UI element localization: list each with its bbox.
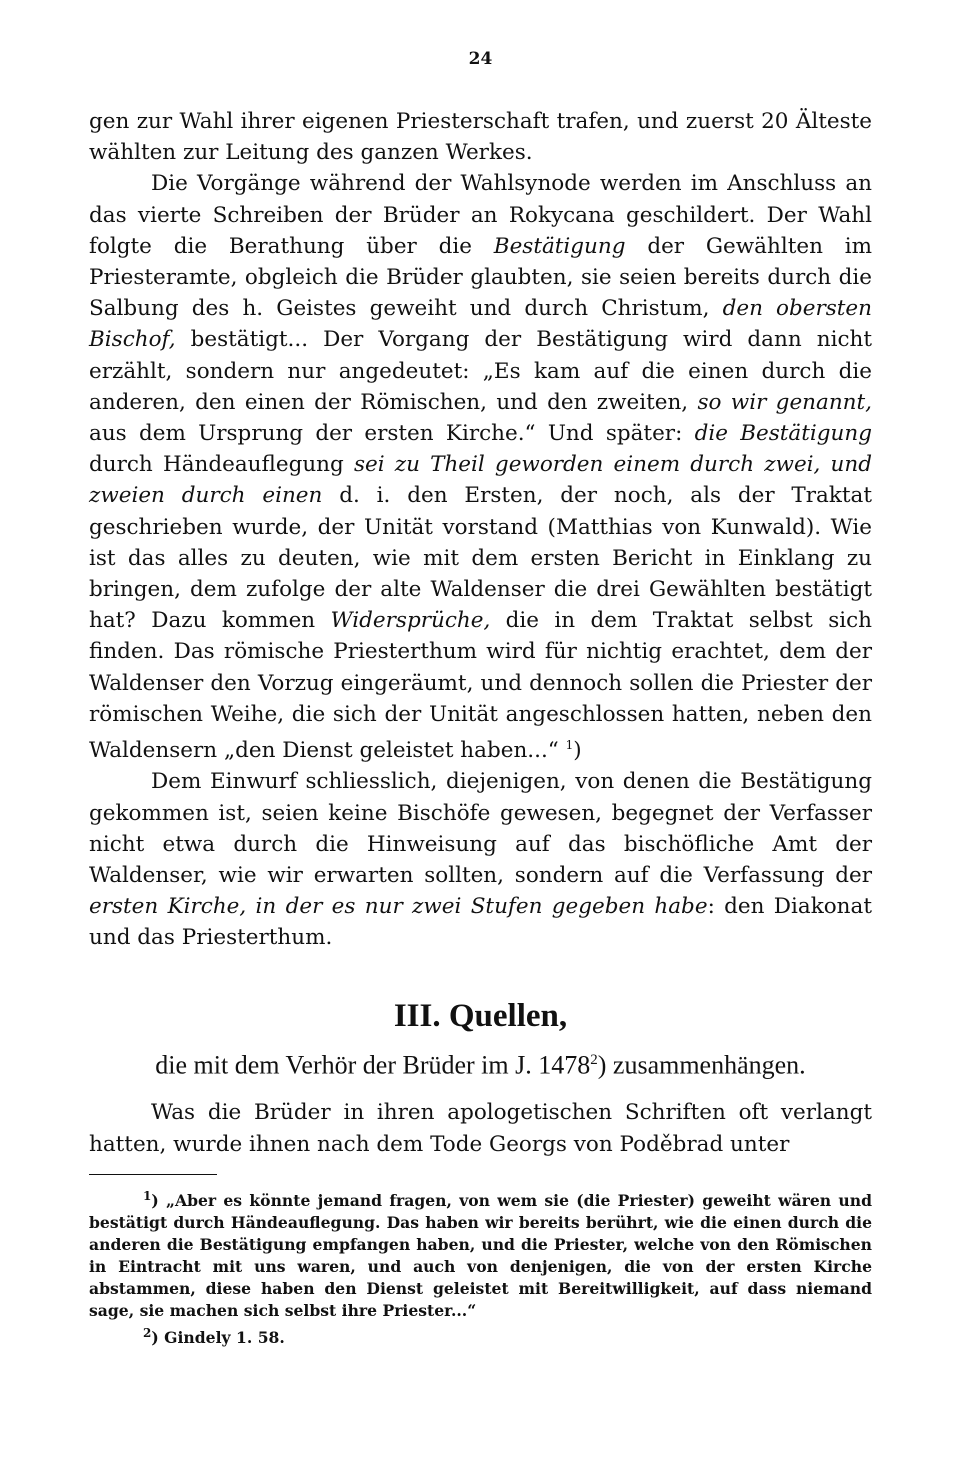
text-run: Die Vorgänge während der Wahlsynode werden im Anschluss an das vierte Schreiben der Brüder an Rokycana geschildert. Der Wahl folgte die Berathung über die <box>89 171 872 259</box>
text-run: bestätigt... Der Vorgang der Bestätigung wird dann nicht erzählt, sondern nur angedeutet: „Es kam auf die einen durch die anderen, den einen der Römischen, und den zweiten, <box>89 327 872 415</box>
footnote-marker: 1 <box>143 1188 152 1203</box>
footnote-marker: 2 <box>143 1325 152 1340</box>
body-text <box>89 106 872 954</box>
text-run: aus dem Ursprung der ersten Kirche.“ Und später: <box>89 421 695 447</box>
text-run: gen zur Wahl ihrer eigenen Priesterschaft trafen, und zuerst 20 Älteste wählten zur Leitung des ganzen Werkes. <box>89 109 872 166</box>
footnote-marker: 2 <box>590 1051 598 1068</box>
section-title: III. Quellen, <box>393 997 568 1034</box>
text-run: durch Händeauflegung <box>89 452 354 478</box>
emphasis-text: sei zu Theil geworden einem durch zwei, und zweien durch einen <box>89 452 872 509</box>
text-run: ) <box>573 738 582 764</box>
section-subtitle-tail: ) zusammenhängen. <box>597 1050 806 1080</box>
body-paragraph <box>89 106 872 168</box>
footnote-text: ) Gindely 1. 58. <box>151 1328 285 1348</box>
text-run: die in dem Traktat selbst sich finden. Das römische Priesterthum wird für nichtig erachtet, dem der Waldenser den Vorzug eingeräumt, und dennoch sollen die Priester der römischen Weihe, die sich der Unität angeschlossen hatten, neben den Waldensern „den Dienst geleistet haben...“ <box>89 608 872 764</box>
footnote <box>89 1185 872 1322</box>
text-run: der Gewählten im Priesteramte, obgleich die Brüder glaubten, sie seien bereits durch die Salbung des h. Geistes geweiht und durch Christum, <box>89 233 872 322</box>
text-run: : den Diakonat und das Priesterthum. <box>89 894 872 951</box>
emphasis-text: die Bestätigung <box>694 421 872 447</box>
footnote-marker: 1 <box>565 738 574 753</box>
intro-paragraph: Was die Brüder in ihren apologetischen Schriften oft verlangt hatten, wurde ihnen nach dem Tode Georgs von Poděbrad unter <box>89 1100 872 1157</box>
section-heading <box>89 992 872 1086</box>
text-run: d. i. den Ersten, der noch, als der Traktat geschrieben wurde, der Unität vorstand (Matthias von Kunwald). Wie ist das alles zu deuten, wie mit dem ersten Bericht in Einklang zu bringen, dem zufolge der alte Waldenser die drei Gewählten bestätigt hat? Dazu kommen <box>89 483 872 634</box>
emphasis-text: so wir genannt, <box>697 389 872 415</box>
page-number: 24 <box>468 49 493 69</box>
footnotes <box>89 1185 872 1349</box>
body-paragraph <box>89 766 872 953</box>
body-paragraph <box>89 168 872 766</box>
footnote-text: ) „Aber es könnte jemand fragen, von wem sie (die Priester) geweiht wären und bestätigt durch Händeauflegung. Das haben wir bereits berührt, wie die einen durch die anderen die Bestätigung empfangen haben, und die Priester, welche von den Römischen in Eintracht mit uns waren, und auch von denjenigen, die von der ersten Kirche abstammen, diese haben den Dienst geleistet mit Bereitwilligkeit, auf dass niemand sage, sie machen sich selbst ihre Priester...“ <box>89 1190 872 1320</box>
section-subtitle <box>89 1040 872 1086</box>
footnote-divider <box>89 1174 217 1175</box>
emphasis-text: den obersten Bischof, <box>89 296 873 353</box>
emphasis-text: Widersprüche, <box>330 608 491 634</box>
text-run: Dem Einwurf schliesslich, diejenigen, von denen die Bestätigung gekommen ist, seien keine Bischöfe gewesen, begegnet der Verfasser nicht etwa durch die Hinweisung auf das bischöfliche Amt der Waldenser, wie wir erwarten sollten, sondern auf die Verfassung der <box>89 769 872 889</box>
emphasis-text: Bestätigung <box>493 233 626 259</box>
footnote <box>89 1322 872 1349</box>
emphasis-text: ersten Kirche, in der es nur zwei Stufen gegeben habe <box>89 894 708 920</box>
section-subtitle-text: die mit dem Verhör der Brüder im J. 1478 <box>155 1050 591 1080</box>
